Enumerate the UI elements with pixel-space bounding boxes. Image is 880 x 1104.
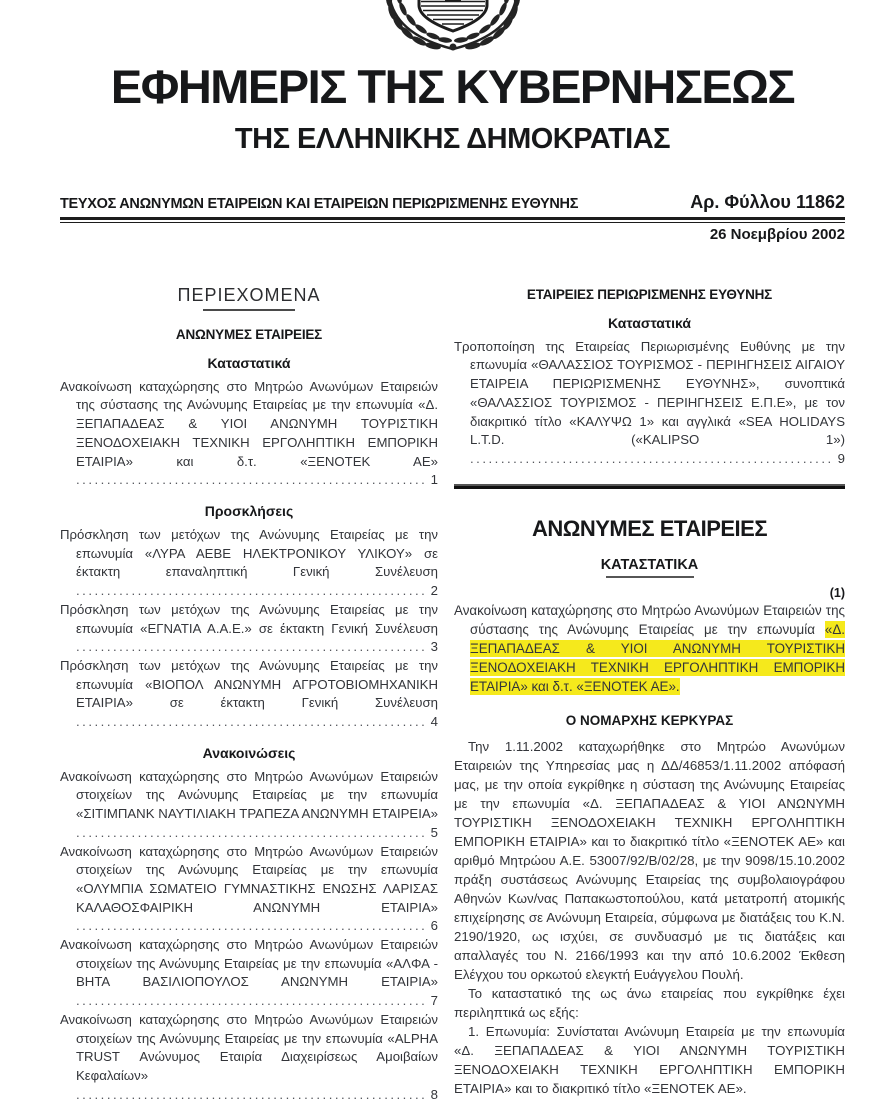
toc-entry bbox=[60, 1011, 438, 1104]
toc-left-entries bbox=[60, 327, 438, 1104]
toc-section-heading: Προσκλήσεις bbox=[204, 503, 294, 519]
toc-entry-text: Ανακοίνωση καταχώρησης στο Μητρώο Ανωνύμων Εταιρειών στοιχείων της Ανώνυμης Εταιρείας με την επωνυμία «ΟΛΥΜΠΙΑ ΣΩΜΑΤΕΙΟ ΓΥΜΝΑΣΤΙΚΗΣ ΕΝΩΣΗΣ ΛΑΡΙΣΑΣ ΚΑΛΑΘΟΣΦΑΙΡΙΚΗ ΑΝΩΝΥΜΗ ΕΤΑΙΡΙΑ» ..... bbox=[60, 844, 438, 934]
toc-entry-page-number: 5 bbox=[424, 824, 438, 843]
highlighted-company-name: «Δ. ΞΕΠΑΠΑΔΕΑΣ & ΥΙΟΙ ΑΝΩΝΥΜΗ ΤΟΥΡΙΣΤΙΚΗ ΞΕΝΟΔΟΧΕΙΑΚΗ ΤΕΧΝΙΚΗ ΕΡΓΟΛΗΠΤΙΚΗ ΕΜΠΟΡΙΚΗ ΕΤΑΙΡΙΑ» και δ.τ. «ΞΕΝΟΤΕΚ ΑΕ». bbox=[470, 621, 845, 694]
announcement-text: Ανακοίνωση καταχώρησης στο Μητρώο Ανωνύμων Εταιρειών της σύστασης της Ανώνυμης Εταιρείας με την επωνυμία bbox=[454, 602, 845, 637]
toc-entry-page-number: 4 bbox=[424, 713, 438, 732]
toc-entry bbox=[60, 601, 438, 657]
toc-entry-page-number: 9 bbox=[831, 450, 845, 469]
toc-entry bbox=[454, 338, 845, 469]
announcement-paragraph bbox=[454, 601, 845, 696]
toc-section-heading: Καταστατικά bbox=[207, 354, 291, 371]
article-paragraph: Το καταστατικό της ως άνω εταιρείας που εγκρίθηκε έχει περιληπτικά ως εξής: bbox=[454, 985, 845, 1020]
issue-type-label: ΤΕΥΧΟΣ ΑΝΩΝΥΜΩΝ ΕΤΑΙΡΕΙΩΝ ΚΑΙ ΕΤΑΙΡΕΙΩΝ ΠΕΡΙΩΡΙΣΜΕΝΗΣ ΕΥΘΥΝΗΣ bbox=[60, 195, 579, 212]
toc-entry-text: Τροποποίηση της Εταιρείας Περιωρισμένης Ευθύνης με την επωνυμία «ΘΑΛΑΣΣΙΟΣ ΤΟΥΡΙΣΜΟΣ - ΠΕΡΙΗΓΗΣΕΙΣ ΑΙΓΑΙΟΥ ΕΤΑΙΡΕΙΑ ΠΕΡΙΩΡΙΣΜΕΝΗΣ ΕΥΘΥΝΗΣ», συνοπτικά «ΘΑΛΑΣΣΙΟΣ ΤΟΥΡΙΣΜΟΣ - ΠΕΡΙΗΓΗΣΕΙΣ Ε.Π.Ε», με τον διακριτικό τίτλο «ΚΑΛΥΨΩ 1» και αγγλικά «SEA HOLIDAYS L.T.D. («KALIPSO 1») ..... bbox=[454, 339, 845, 466]
toc-entry bbox=[60, 657, 438, 732]
toc-entry-text: Πρόσκληση των μετόχων της Ανώνυμης Εταιρείας με την επωνυμία «ΕΓΝΑΤΙΑ Α.Α.Ε.» σε έκτακτη Γενική Συνέλευση ..... bbox=[60, 602, 438, 654]
toc-entry-page-number: 8 bbox=[424, 1086, 438, 1104]
toc-entry-page-number: 7 bbox=[424, 992, 438, 1011]
article-section-heading: ΑΝΩΝΥΜΕΣ ΕΤΑΙΡΕΙΕΣ bbox=[531, 515, 768, 541]
masthead bbox=[60, 0, 845, 243]
toc-entry-page-number: 3 bbox=[424, 638, 438, 657]
toc-entry-text: Ανακοίνωση καταχώρησης στο Μητρώο Ανωνύμων Εταιρειών της σύστασης της Ανώνυμης Εταιρείας με την επωνυμία «Δ. ΞΕΠΑΠΑΔΕΑΣ & ΥΙΟΙ ΑΝΩΝΥΜΗ ΤΟΥΡΙΣΤΙΚΗ ΞΕΝΟΔΟΧΕΙΑΚΗ ΤΕΧΝΙΚΗ ΕΡΓΟΛΗΠΤΙΚΗ ΕΜΠΟΡΙΚΗ ΕΤΑΙΡΙΑ» και δ.τ. «ΞΕΝΟΤΕΚ ΑΕ» ..... bbox=[60, 379, 438, 488]
article-item-number: (1) bbox=[829, 585, 845, 600]
toc-group-heading: ΕΤΑΙΡΕΙΕΣ ΠΕΡΙΩΡΙΣΜΕΝΗΣ ΕΥΘΥΝΗΣ bbox=[526, 286, 773, 302]
article-subsection-heading: ΚΑΤΑΣΤΑΤΙΚΑ bbox=[454, 557, 845, 578]
toc-entry-text: Ανακοίνωση καταχώρησης στο Μητρώο Ανωνύμων Εταιρειών στοιχείων της Ανώνυμης Εταιρείας με την επωνυμία «ΑΛΦΑ - ΒΗΤΑ ΒΑΣΙΛΙΟΠΟΥΛΟΣ ΑΝΩΝΥΜΗ ΕΤΑΙΡΙΑ» ..... bbox=[60, 937, 438, 1008]
toc-entry-text: Ανακοίνωση καταχώρησης στο Μητρώο Ανωνύμων Εταιρειών στοιχείων της Ανώνυμης Εταιρείας με την επωνυμία «ΣΙΤΙΜΠΑΝΚ ΝΑΥΤΙΛΙΑΚΗ ΤΡΑΠΕΖΑ ΑΝΩΝΥΜΗ ΕΤΑΙΡΕΙΑ» ..... bbox=[60, 769, 438, 840]
article-paragraph: 1. Επωνυμία: Συνίσταται Ανώνυμη Εταιρεία με την επωνυμία «Δ. ΞΕΠΑΠΑΔΕΑΣ & ΥΙΟΙ ΑΝΩΝΥΜΗ ΤΟΥΡΙΣΤΙΚΗ ΞΕΝΟΔΟΧΕΙΑΚΗ ΤΕΧΝΙΚΗ ΕΡΓΟΛΗΠΤΙΚΗ ΕΜΠΟΡΙΚΗ ΕΤΑΙΡΙΑ» και το διακριτικό τίτλο «ΞΕΝΟΤΕΚ ΑΕ». bbox=[454, 1023, 845, 1096]
issue-number-value: 11862 bbox=[795, 191, 845, 212]
toc-entry bbox=[60, 843, 438, 937]
article-paragraph: Την 1.11.2002 καταχωρήθηκε στο Μητρώο Ανωνύμων Εταιρειών της Υπηρεσίας μας η ΔΔ/46853/1.11.2002 απόφασή μας, με την οποία εγκρίθηκε η σύσταση της Ανώνυμης Εταιρείας με την επωνυμία «Δ. ΞΕΠΑΠΑΔΕΑΣ & ΥΙΟΙ ΑΝΩΝΥΜΗ ΤΟΥΡΙΣΤΙΚΗ ΞΕΝΟΔΟΧΕΙΑΚΗ ΤΕΧΝΙΚΗ ΕΡΓΟΛΗΠΤΙΚΗ ΕΜΠΟΡΙΚΗ ΕΤΑΙΡΙΑ» και το διακριτικό τίτλο «ΞΕΝΟΤΕΚ ΑΕ» και αριθμό Μητρώου Α.Ε. 53007/92/Β/02/28, με την 9098/15.10.2002 πράξη συστάσεως Ανώνυμης Εταιρείας της συμβολαιογράφου Αθηνών Κων/νας Παπακωστοπούλου, κατά μετατροπή ατομικής επιχείρησης σε Ανώνυμη Εταιρεία, σύμφωνα με διατάξεις του Κ.Ν. 2190/1920, ως ισχύει, σε συνδυασμό με τις διατάξεις και απαλλαγές του Ν. 2166/1993 και την από 10.6.2002 Έκθεση Ελέγχου του ορκωτού ελεγκτή Ευάγγελου Πουλή. bbox=[454, 738, 845, 982]
issue-number-label: Αρ. Φύλλου bbox=[690, 191, 791, 212]
toc-section-heading: Καταστατικά bbox=[608, 314, 691, 331]
section-divider-rule bbox=[454, 484, 845, 489]
gazette-subtitle: ΤΗΣ ΕΛΛΗΝΙΚΗΣ ΔΗΜΟΚΡΑΤΙΑΣ bbox=[234, 123, 671, 156]
toc-group-heading: ΑΝΩΝΥΜΕΣ ΕΤΑΙΡΕΙΕΣ bbox=[175, 326, 323, 342]
toc-entry bbox=[60, 936, 438, 1011]
gazette-title: ΕΦΗΜΕΡΙΣ ΤΗΣ ΚΥΒΕΡΝΗΣΕΩΣ bbox=[110, 60, 795, 113]
toc-entry bbox=[60, 378, 438, 490]
right-column bbox=[454, 285, 845, 1104]
toc-title: ΠΕΡΙΕΧΟΜΕΝΑ bbox=[60, 285, 438, 311]
toc-left-column bbox=[60, 285, 438, 1104]
toc-entry bbox=[60, 768, 438, 843]
header-divider-rule bbox=[60, 217, 845, 223]
article-body bbox=[454, 737, 845, 1098]
issue-number bbox=[690, 192, 845, 213]
toc-entry-text: Πρόσκληση των μετόχων της Ανώνυμης Εταιρείας με την επωνυμία «ΛΥΡΑ ΑΕΒΕ ΗΛΕΚΤΡΟΝΙΚΟΥ ΥΛΙΚΟΥ» σε έκτακτη επαναληπτική Γενική Συνέλευση ..... bbox=[60, 527, 438, 598]
issuing-authority: Ο ΝΟΜΑΡΧΗΣ ΚΕΡΚΥΡΑΣ bbox=[565, 712, 734, 728]
issue-date: 26 Νοεμβρίου 2002 bbox=[709, 225, 845, 243]
toc-section-heading: Ανακοινώσεις bbox=[202, 744, 296, 761]
issue-info-row bbox=[60, 192, 845, 213]
two-column-body bbox=[60, 285, 845, 1104]
toc-entry bbox=[60, 526, 438, 601]
toc-entry-page-number: 1 bbox=[424, 471, 438, 490]
toc-entry-page-number: 2 bbox=[424, 582, 438, 601]
toc-entry-page-number: 6 bbox=[424, 917, 438, 936]
toc-right-entries bbox=[454, 287, 845, 469]
greek-coat-of-arms-icon bbox=[363, 0, 543, 55]
toc-entry-text: Πρόσκληση των μετόχων της Ανώνυμης Εταιρείας με την επωνυμία «ΒΙΟΠΟΛ ΑΝΩΝΥΜΗ ΑΓΡΟΤΟΒΙΟΜΗΧΑΝΙΚΗ ΕΤΑΙΡΙΑ» σε έκτακτη Γενική Συνέλευση ..... bbox=[60, 658, 438, 729]
toc-entry-text: Ανακοίνωση καταχώρησης στο Μητρώο Ανωνύμων Εταιρειών στοιχείων της Ανώνυμης Εταιρείας με την επωνυμία «ALPHA TRUST Ανώνυμος Εταιρία Διαχειρίσεως Αμοιβαίων Κεφαλαίων» ..... bbox=[60, 1012, 438, 1102]
